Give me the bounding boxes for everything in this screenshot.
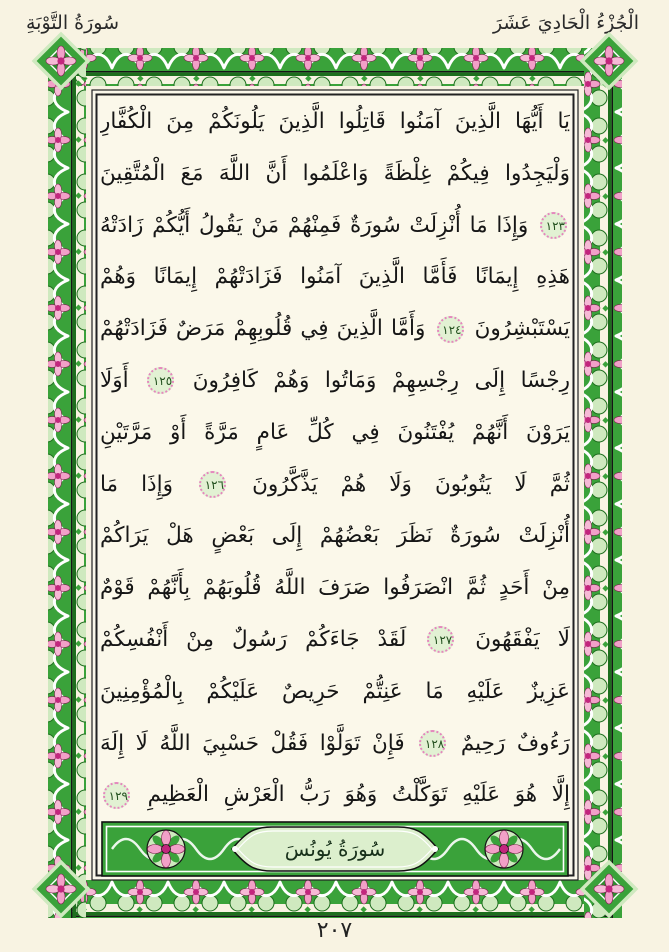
verse-text: يَرَوْنَ أَنَّهُمْ يُفْتَنُونَ فِي كُلِّ عَامٍ مَرَّةً أَوْ مَرَّتَيْنِ xyxy=(100,419,570,445)
mushaf-line xyxy=(100,96,570,148)
verse-text: أَوَلَا xyxy=(100,367,129,393)
mushaf-line xyxy=(100,251,570,303)
verse-text: ثُمَّ لَا يَتُوبُونَ وَلَا هُمْ يَذَّكَّرُونَ xyxy=(252,471,570,497)
mushaf-line xyxy=(100,303,570,355)
verse-text: عَزِيزٌ عَلَيْهِ مَا عَنِتُّمْ حَرِيصٌ عَلَيْكُمْ بِالْمُؤْمِنِينَ xyxy=(100,678,570,704)
verse-text: لَقَدْ جَاءَكُمْ رَسُولٌ مِنْ أَنْفُسِكُمْ xyxy=(100,626,407,652)
verse-lines xyxy=(100,96,570,822)
verse-end-marker: ١٢٥ xyxy=(147,367,174,394)
verse-text: وَإِذَا مَا xyxy=(100,471,173,497)
page-number: ٢٠٧ xyxy=(316,918,353,943)
verse-text: إِلَّا هُوَ عَلَيْهِ تَوَكَّلْتُ وَهُوَ رَبُّ الْعَرْشِ الْعَظِيمِ xyxy=(147,782,570,808)
juz-header: الْجُزْءُ الْحَادِيَ عَشَرَ xyxy=(492,12,639,34)
surah-banner-title: سُورَةُ يُونُسَ xyxy=(284,837,386,861)
mushaf-line xyxy=(100,407,570,459)
verse-text: أُنْزِلَتْ سُورَةٌ نَظَرَ بَعْضُهُمْ إِلَى بَعْضٍ هَلْ يَرَاكُمْ xyxy=(100,523,570,549)
mushaf-line xyxy=(100,148,570,200)
verse-end-marker: ١٢٣ xyxy=(540,212,567,239)
verse-text: رَءُوفٌ رَحِيمٌ xyxy=(460,730,570,756)
mushaf-line xyxy=(100,769,570,821)
surah-header: سُورَةُ التَّوْبَةِ xyxy=(26,12,119,34)
verse-text: يَسْتَبْشِرُونَ xyxy=(474,316,570,342)
mushaf-line xyxy=(100,562,570,614)
mushaf-line xyxy=(100,510,570,562)
verse-text: رِجْسًا إِلَى رِجْسِهِمْ وَمَاتُوا وَهُمْ كَافِرُونَ xyxy=(192,367,570,393)
mushaf-line xyxy=(100,614,570,666)
mushaf-line xyxy=(100,718,570,770)
verse-text: وَإِذَا مَا أُنْزِلَتْ سُورَةٌ فَمِنْهُمْ مَنْ يَقُولُ أَيُّكُمْ زَادَتْهُ xyxy=(100,212,529,238)
verse-text: يَا أَيُّهَا الَّذِينَ آمَنُوا قَاتِلُوا الَّذِينَ يَلُونَكُمْ مِنَ الْكُفَّارِ xyxy=(100,109,570,134)
verse-end-marker: ١٢٦ xyxy=(199,471,226,498)
verse-end-marker: ١٢٤ xyxy=(437,316,464,343)
verse-text: وَأَمَّا الَّذِينَ فِي قُلُوبِهِمْ مَرَضٌ فَزَادَتْهُمْ xyxy=(100,316,426,342)
mushaf-line xyxy=(100,200,570,252)
mushaf-line xyxy=(100,459,570,511)
mushaf-line xyxy=(100,355,570,407)
verse-text: هَذِهِ إِيمَانًا فَأَمَّا الَّذِينَ آمَنُوا فَزَادَتْهُمْ إِيمَانًا وَهُمْ xyxy=(100,264,570,290)
verse-text: مِنْ أَحَدٍ ثُمَّ انْصَرَفُوا صَرَفَ اللَّهُ قُلُوبَهُمْ بِأَنَّهُمْ قَوْمٌ xyxy=(100,575,570,601)
verse-end-marker: ١٢٩ xyxy=(103,782,130,809)
verse-text: فَإِنْ تَوَلَّوْا فَقُلْ حَسْبِيَ اللَّهُ لَا إِلَهَ xyxy=(100,730,405,756)
verse-text: لَا يَفْقَهُونَ xyxy=(475,626,570,652)
verse-text: وَلْيَجِدُوا فِيكُمْ غِلْظَةً وَاعْلَمُوا أَنَّ اللَّهَ مَعَ الْمُتَّقِينَ xyxy=(100,160,570,186)
mushaf-line xyxy=(100,666,570,718)
verse-end-marker: ١٢٨ xyxy=(419,730,446,757)
verse-end-marker: ١٢٧ xyxy=(427,626,454,653)
